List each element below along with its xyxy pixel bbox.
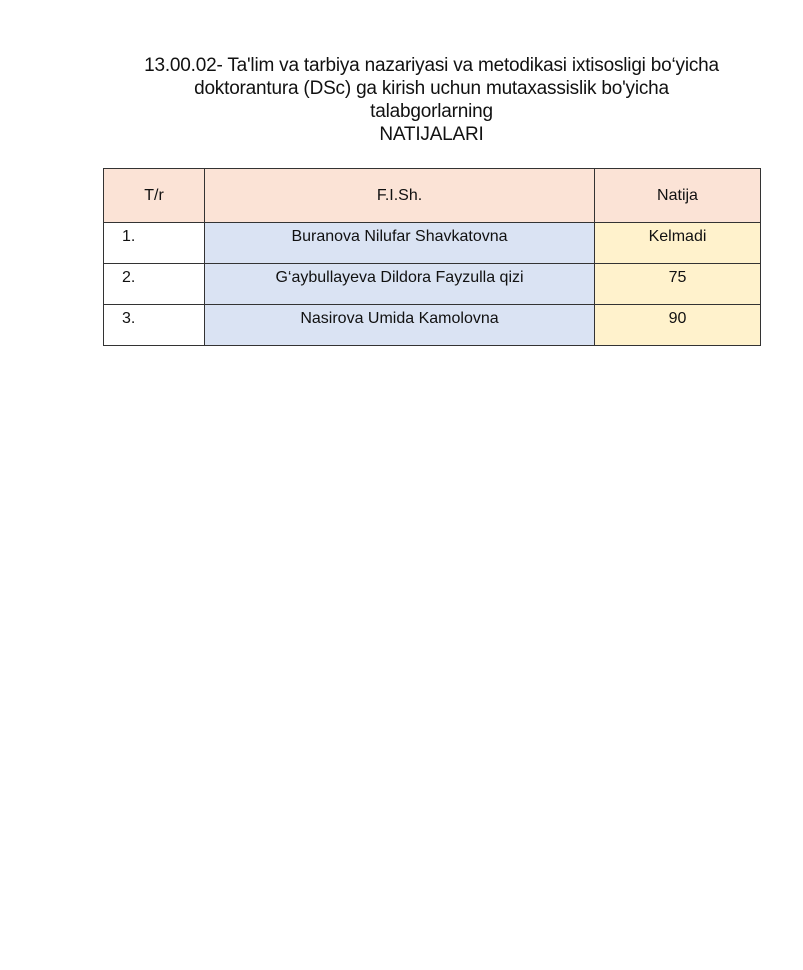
header-name: F.I.Sh. xyxy=(205,169,595,223)
title-line-4: NATIJALARI xyxy=(379,124,484,145)
row-result: Kelmadi xyxy=(595,223,761,264)
table-header-row xyxy=(104,169,761,223)
row-result: 90 xyxy=(595,305,761,346)
row-number: 2. xyxy=(104,264,205,305)
header-number: T/r xyxy=(104,169,205,223)
row-name: Nasirova Umida Kamolovna xyxy=(205,305,595,346)
document-title xyxy=(60,54,803,146)
title-line-3: talabgorlarning xyxy=(370,101,493,122)
title-line-2: doktorantura (DSc) ga kirish uchun mutaxassislik bo'yicha xyxy=(194,78,669,99)
row-result: 75 xyxy=(595,264,761,305)
table-row xyxy=(104,305,761,346)
row-name: Buranova Nilufar Shavkatovna xyxy=(205,223,595,264)
row-name: G‘aybullayeva Dildora Fayzulla qizi xyxy=(205,264,595,305)
results-table xyxy=(103,168,761,346)
table-row xyxy=(104,264,761,305)
row-number: 3. xyxy=(104,305,205,346)
title-line-1: 13.00.02- Ta'lim va tarbiya nazariyasi va metodikasi ixtisosligi bo‘yicha xyxy=(144,55,719,76)
row-number: 1. xyxy=(104,223,205,264)
table-row xyxy=(104,223,761,264)
header-result: Natija xyxy=(595,169,761,223)
